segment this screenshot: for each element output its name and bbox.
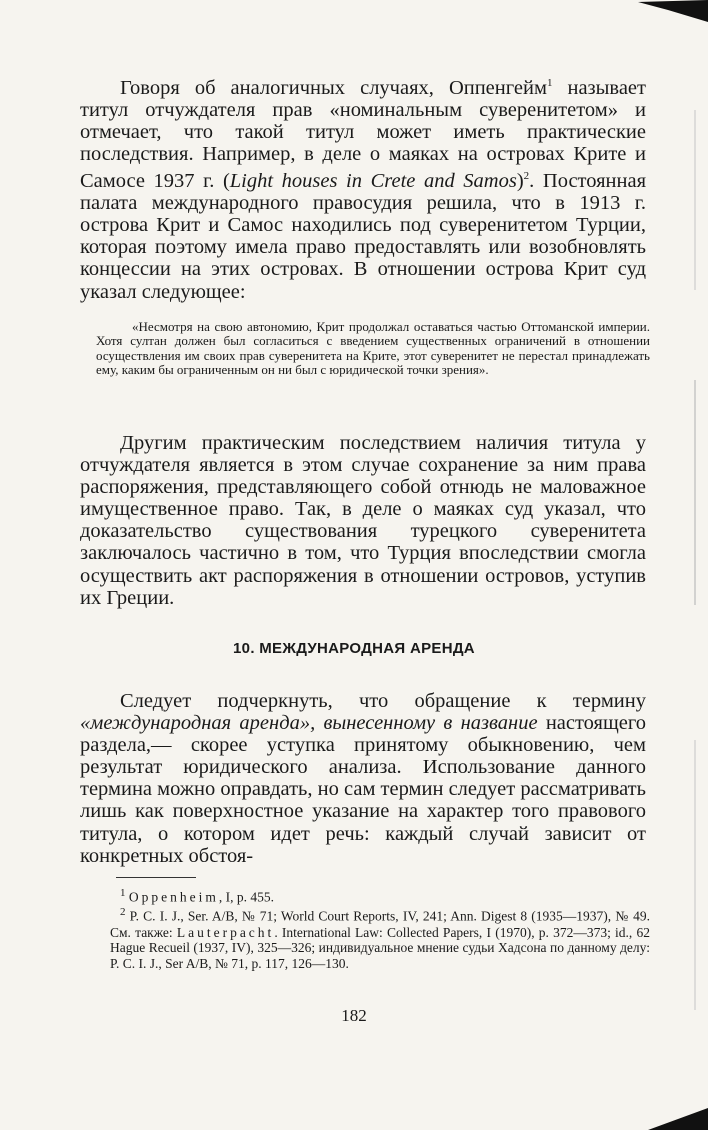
paragraph-1 (80, 72, 646, 303)
scan-corner-mark (648, 1100, 708, 1130)
case-name: Light houses in Crete and Samos (229, 170, 517, 193)
footnote-1 (110, 886, 650, 905)
footnote-separator (116, 877, 196, 878)
scan-corner-mark (638, 0, 708, 22)
footnote-author: Oppenheim (128, 889, 219, 905)
footnotes (110, 886, 650, 972)
footnote-text: , I, p. 455. (218, 889, 274, 905)
footnote-mark: 1 (120, 887, 126, 899)
page-number: 182 (341, 1006, 367, 1025)
paragraph-1-text: ) (516, 170, 524, 193)
paragraph-2 (80, 432, 646, 609)
footnote-ref-2: 2 (523, 170, 530, 183)
paragraph-3 (80, 690, 646, 867)
paragraph-1-text: . Постоянная палата международного правосудия решила, что в 1913 г. острова Крит и Самос находились под суверенитетом Турции, которая поэтому имела право предоставлять или возобновлять концессии на этих островах. В отношении острова Крит суд указал следующее: (80, 170, 646, 303)
footnote-text: . International Law: Collected Papers, I (1970), p. 372—373; id., 62 Hague Recueil (1937, IV), 325—326; индивидуальное мнение судьи Хадсона по данному делу: P. C. I. J., Ser A/B, № 71, p. 117, 126—130. (110, 924, 651, 972)
italic-phrase: «международная аренда», вынесенному в название (80, 712, 538, 735)
paragraph-3-text: Следует подчеркнуть, что обращение к термину (120, 690, 646, 712)
paragraph-1-text: называет титул отчуждателя прав «номинальным суверенитетом» и отмечает, что такой титул может иметь практические последствия. Например, в деле о маяках на островах Крите и Самосе 1937 г. ( (80, 76, 646, 193)
quote-text: «Несмотря на свою автономию, Крит продолжал оставаться частью Оттоманской империи. Хотя султан должен был согласиться с введением существенных ограничений в отношении осуществления им своих прав суверенитета на Крите, этот суверенитет не перестал принадлежать ему, каким бы ограниченным он ни был с юридической точки зрения». (96, 319, 650, 378)
paragraph-2-text: Другим практическим последствием наличия титула у отчуждателя является в этом случае сохранение за ним права распоряжения, представляющего собой отнюдь не маловажное имущественное право. Так, в деле о маяках суд указал, что доказательство существования турецкого суверенитета заключалось частично в том, что Турция впоследствии смогла осуществить акт распоряжения в отношении островов, уступив их Греции. (80, 432, 646, 609)
paragraph-3-text: настоящего раздела,— скорее уступка принятому обыкновению, чем результат юридического анализа. Использование данного термина можно оправдать, но сам термин следует рассматривать лишь как поверхностное указание на характер того правового титула, о котором идет речь: каждый случай зависит от конкретных обстоя- (80, 712, 646, 867)
scan-edge-shadow (694, 110, 696, 1010)
footnote-text: P. C. I. J., Ser. A/B, № 71; World Court Reports, IV, 241; Ann. Digest 8 (1935—1937), № 49. См. также: (110, 908, 650, 940)
section-heading: 10. МЕЖДУНАРОДНАЯ АРЕНДА (233, 640, 475, 657)
footnote-2 (110, 905, 650, 972)
footnote-author: Lauterpacht (176, 924, 275, 940)
footnote-ref-1: 1 (546, 77, 553, 89)
block-quote (96, 320, 650, 378)
paragraph-1-text: Говоря об аналогичных случаях, Оппенгейм (120, 76, 547, 99)
footnote-mark: 2 (120, 906, 126, 919)
